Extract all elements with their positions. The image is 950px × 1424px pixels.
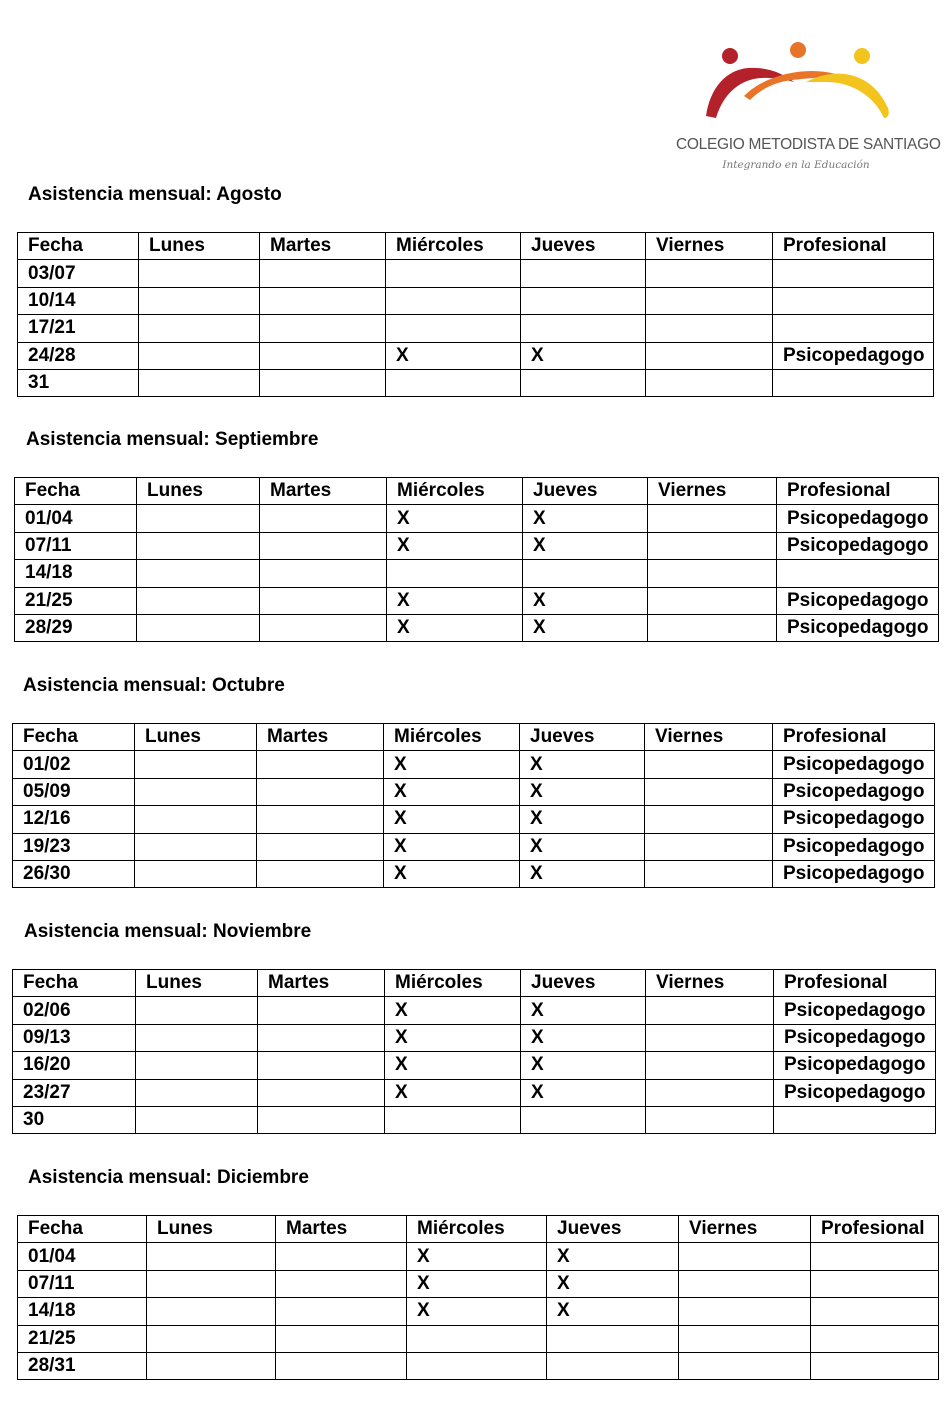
attendance-cell: X	[387, 587, 523, 614]
attendance-cell	[679, 1298, 811, 1325]
attendance-cell	[646, 997, 774, 1024]
professional-cell: Psicopedagogo	[777, 614, 939, 641]
attendance-cell: X	[547, 1270, 679, 1297]
table-row	[18, 260, 934, 287]
date-cell: 26/30	[13, 860, 135, 887]
attendance-cell	[646, 260, 773, 287]
attendance-cell: X	[387, 532, 523, 559]
date-cell: 28/29	[15, 614, 137, 641]
table-header-row	[13, 970, 936, 997]
attendance-cell	[260, 505, 387, 532]
attendance-cell	[147, 1298, 276, 1325]
table-row	[13, 806, 935, 833]
attendance-cell	[648, 587, 777, 614]
attendance-cell: X	[384, 751, 520, 778]
date-cell: 01/04	[15, 505, 137, 532]
attendance-cell: X	[407, 1298, 547, 1325]
column-header: Miércoles	[407, 1216, 547, 1243]
column-header: Viernes	[645, 724, 773, 751]
attendance-cell	[147, 1352, 276, 1379]
attendance-cell: X	[407, 1243, 547, 1270]
attendance-cell: X	[523, 505, 648, 532]
attendance-cell	[645, 778, 773, 805]
attendance-cell	[135, 778, 257, 805]
attendance-cell	[257, 833, 384, 860]
attendance-cell	[386, 260, 521, 287]
date-cell: 23/27	[13, 1079, 136, 1106]
attendance-cell	[679, 1243, 811, 1270]
professional-cell: Psicopedagogo	[773, 860, 935, 887]
month-section-noviembre	[12, 918, 936, 1134]
attendance-cell	[646, 287, 773, 314]
month-title: Asistencia mensual: Octubre	[23, 675, 285, 696]
table-row	[15, 560, 939, 587]
attendance-cell	[258, 1079, 385, 1106]
attendance-cell	[136, 1024, 258, 1051]
attendance-cell	[547, 1352, 679, 1379]
professional-cell: Psicopedagogo	[774, 997, 936, 1024]
attendance-table	[12, 969, 936, 1134]
attendance-cell	[645, 860, 773, 887]
professional-cell	[811, 1270, 939, 1297]
attendance-cell	[139, 342, 260, 369]
attendance-cell	[521, 315, 646, 342]
table-row	[13, 997, 936, 1024]
date-cell: 01/04	[18, 1243, 147, 1270]
date-cell: 14/18	[15, 560, 137, 587]
attendance-cell: X	[523, 532, 648, 559]
column-header: Profesional	[773, 233, 934, 260]
logo-figures-icon	[676, 38, 916, 138]
attendance-cell	[645, 833, 773, 860]
professional-cell: Psicopedagogo	[773, 778, 935, 805]
attendance-cell	[260, 614, 387, 641]
logo-name: COLEGIO METODISTA DE SANTIAGO	[676, 136, 941, 153]
professional-cell	[773, 315, 934, 342]
professional-cell	[811, 1243, 939, 1270]
month-title: Asistencia mensual: Agosto	[28, 184, 282, 205]
column-header: Lunes	[139, 233, 260, 260]
attendance-cell	[521, 260, 646, 287]
date-cell: 07/11	[15, 532, 137, 559]
column-header: Martes	[258, 970, 385, 997]
attendance-cell: X	[384, 806, 520, 833]
column-header: Miércoles	[385, 970, 521, 997]
attendance-cell	[386, 287, 521, 314]
attendance-cell: X	[387, 614, 523, 641]
table-header-row	[18, 1216, 939, 1243]
table-row	[13, 1106, 936, 1133]
table-row	[18, 1270, 939, 1297]
attendance-cell: X	[385, 1052, 521, 1079]
date-cell: 05/09	[13, 778, 135, 805]
date-cell: 16/20	[13, 1052, 136, 1079]
attendance-cell	[258, 997, 385, 1024]
table-row	[13, 778, 935, 805]
attendance-cell: X	[520, 751, 645, 778]
column-header: Viernes	[679, 1216, 811, 1243]
date-cell: 24/28	[18, 342, 139, 369]
table-row	[18, 315, 934, 342]
attendance-cell	[137, 532, 260, 559]
attendance-cell	[386, 315, 521, 342]
column-header: Viernes	[646, 970, 774, 997]
column-header: Jueves	[521, 970, 646, 997]
attendance-cell	[523, 560, 648, 587]
table-header-row	[18, 233, 934, 260]
date-cell: 07/11	[18, 1270, 147, 1297]
date-cell: 09/13	[13, 1024, 136, 1051]
attendance-cell	[645, 806, 773, 833]
date-cell: 28/31	[18, 1352, 147, 1379]
logo-orange-head	[790, 42, 806, 58]
column-header: Miércoles	[387, 478, 523, 505]
table-row	[13, 1024, 936, 1051]
professional-cell	[811, 1325, 939, 1352]
attendance-cell	[137, 560, 260, 587]
attendance-cell	[260, 315, 386, 342]
attendance-cell	[137, 505, 260, 532]
attendance-cell	[276, 1243, 407, 1270]
attendance-cell	[646, 315, 773, 342]
attendance-cell: X	[385, 1024, 521, 1051]
attendance-cell: X	[387, 505, 523, 532]
attendance-cell: X	[384, 778, 520, 805]
logo-yellow-head	[854, 48, 870, 64]
attendance-cell	[136, 1106, 258, 1133]
column-header: Profesional	[774, 970, 936, 997]
attendance-cell	[679, 1325, 811, 1352]
professional-cell	[773, 260, 934, 287]
attendance-cell	[136, 1052, 258, 1079]
professional-cell: Psicopedagogo	[774, 1052, 936, 1079]
column-header: Miércoles	[384, 724, 520, 751]
attendance-cell	[258, 1024, 385, 1051]
attendance-table	[14, 477, 939, 642]
column-header: Lunes	[135, 724, 257, 751]
table-row	[15, 505, 939, 532]
attendance-cell	[679, 1270, 811, 1297]
date-cell: 19/23	[13, 833, 135, 860]
month-title: Asistencia mensual: Noviembre	[24, 921, 312, 942]
column-header: Lunes	[147, 1216, 276, 1243]
attendance-cell	[646, 1052, 774, 1079]
professional-cell: Psicopedagogo	[777, 532, 939, 559]
column-header: Jueves	[521, 233, 646, 260]
attendance-cell	[648, 532, 777, 559]
table-row	[15, 532, 939, 559]
column-header: Martes	[260, 478, 387, 505]
attendance-cell: X	[384, 860, 520, 887]
attendance-cell	[137, 587, 260, 614]
professional-cell	[777, 560, 939, 587]
month-section-septiembre	[14, 426, 939, 642]
table-row	[15, 587, 939, 614]
attendance-cell	[260, 369, 386, 396]
attendance-cell: X	[384, 833, 520, 860]
attendance-cell	[139, 315, 260, 342]
attendance-cell: X	[521, 997, 646, 1024]
date-cell: 14/18	[18, 1298, 147, 1325]
table-row	[15, 614, 939, 641]
table-row	[18, 369, 934, 396]
attendance-cell	[147, 1325, 276, 1352]
column-header: Profesional	[773, 724, 935, 751]
attendance-cell	[547, 1325, 679, 1352]
column-header: Fecha	[13, 724, 135, 751]
attendance-cell	[136, 1079, 258, 1106]
attendance-cell	[139, 369, 260, 396]
attendance-cell: X	[520, 860, 645, 887]
attendance-cell	[135, 860, 257, 887]
date-cell: 03/07	[18, 260, 139, 287]
column-header: Viernes	[646, 233, 773, 260]
date-cell: 01/02	[13, 751, 135, 778]
professional-cell	[774, 1106, 936, 1133]
column-header: Profesional	[777, 478, 939, 505]
attendance-cell	[139, 260, 260, 287]
table-row	[18, 1243, 939, 1270]
attendance-cell: X	[547, 1298, 679, 1325]
attendance-cell	[646, 1024, 774, 1051]
table-row	[13, 1079, 936, 1106]
date-cell: 12/16	[13, 806, 135, 833]
attendance-cell	[139, 287, 260, 314]
professional-cell	[773, 287, 934, 314]
attendance-cell: X	[521, 1024, 646, 1051]
table-row	[18, 1352, 939, 1379]
attendance-cell: X	[385, 1079, 521, 1106]
attendance-cell: X	[523, 614, 648, 641]
attendance-cell	[136, 997, 258, 1024]
column-header: Viernes	[648, 478, 777, 505]
column-header: Profesional	[811, 1216, 939, 1243]
column-header: Fecha	[18, 1216, 147, 1243]
table-row	[18, 1298, 939, 1325]
attendance-cell	[260, 587, 387, 614]
school-logo	[676, 38, 941, 178]
attendance-cell	[260, 342, 386, 369]
attendance-cell	[147, 1243, 276, 1270]
table-header-row	[15, 478, 939, 505]
table-row	[13, 1052, 936, 1079]
professional-cell: Psicopedagogo	[773, 751, 935, 778]
column-header: Fecha	[18, 233, 139, 260]
attendance-cell	[385, 1106, 521, 1133]
attendance-cell	[646, 1106, 774, 1133]
professional-cell: Psicopedagogo	[773, 806, 935, 833]
attendance-cell: X	[547, 1243, 679, 1270]
month-section-agosto	[17, 181, 934, 397]
attendance-cell	[257, 751, 384, 778]
date-cell: 02/06	[13, 997, 136, 1024]
attendance-cell: X	[521, 342, 646, 369]
month-section-octubre	[12, 672, 935, 888]
attendance-cell	[679, 1352, 811, 1379]
attendance-cell: X	[407, 1270, 547, 1297]
column-header: Fecha	[13, 970, 136, 997]
attendance-cell	[521, 287, 646, 314]
attendance-cell	[135, 806, 257, 833]
attendance-cell: X	[386, 342, 521, 369]
attendance-cell: X	[521, 1052, 646, 1079]
professional-cell: Psicopedagogo	[774, 1024, 936, 1051]
column-header: Martes	[276, 1216, 407, 1243]
column-header: Fecha	[15, 478, 137, 505]
attendance-cell	[646, 1079, 774, 1106]
attendance-cell: X	[520, 778, 645, 805]
logo-red-head	[722, 48, 738, 64]
attendance-cell	[276, 1298, 407, 1325]
logo-tagline: Integrando en la Educación	[722, 159, 870, 171]
professional-cell: Psicopedagogo	[773, 833, 935, 860]
table-row	[18, 1325, 939, 1352]
attendance-cell	[257, 860, 384, 887]
attendance-cell	[260, 560, 387, 587]
attendance-cell: X	[520, 806, 645, 833]
attendance-cell	[646, 342, 773, 369]
professional-cell: Psicopedagogo	[777, 587, 939, 614]
attendance-cell	[407, 1352, 547, 1379]
column-header: Martes	[257, 724, 384, 751]
attendance-table	[12, 723, 935, 888]
date-cell: 21/25	[15, 587, 137, 614]
attendance-cell	[276, 1270, 407, 1297]
attendance-cell: X	[523, 587, 648, 614]
table-row	[13, 751, 935, 778]
month-section-diciembre	[17, 1164, 939, 1380]
attendance-table	[17, 1215, 939, 1380]
date-cell: 31	[18, 369, 139, 396]
attendance-cell	[135, 833, 257, 860]
professional-cell: Psicopedagogo	[773, 342, 934, 369]
table-row	[18, 287, 934, 314]
attendance-cell	[407, 1325, 547, 1352]
attendance-cell	[257, 806, 384, 833]
column-header: Miércoles	[386, 233, 521, 260]
professional-cell: Psicopedagogo	[777, 505, 939, 532]
attendance-cell	[135, 751, 257, 778]
attendance-cell	[258, 1052, 385, 1079]
attendance-cell	[276, 1325, 407, 1352]
logo-yellow-arm	[806, 74, 889, 118]
attendance-cell	[648, 614, 777, 641]
attendance-cell	[646, 369, 773, 396]
attendance-cell	[276, 1352, 407, 1379]
attendance-cell: X	[385, 997, 521, 1024]
attendance-cell: X	[520, 833, 645, 860]
attendance-cell	[258, 1106, 385, 1133]
professional-cell	[811, 1298, 939, 1325]
attendance-cell	[387, 560, 523, 587]
attendance-cell	[137, 614, 260, 641]
attendance-cell	[386, 369, 521, 396]
column-header: Martes	[260, 233, 386, 260]
date-cell: 17/21	[18, 315, 139, 342]
column-header: Lunes	[137, 478, 260, 505]
attendance-cell	[260, 287, 386, 314]
attendance-cell	[645, 751, 773, 778]
professional-cell: Psicopedagogo	[774, 1079, 936, 1106]
table-row	[13, 833, 935, 860]
table-row	[13, 860, 935, 887]
date-cell: 30	[13, 1106, 136, 1133]
attendance-cell	[648, 505, 777, 532]
attendance-cell: X	[521, 1079, 646, 1106]
column-header: Lunes	[136, 970, 258, 997]
month-title: Asistencia mensual: Diciembre	[28, 1167, 309, 1188]
attendance-cell	[260, 532, 387, 559]
attendance-cell	[521, 1106, 646, 1133]
attendance-cell	[521, 369, 646, 396]
date-cell: 10/14	[18, 287, 139, 314]
column-header: Jueves	[520, 724, 645, 751]
professional-cell	[811, 1352, 939, 1379]
table-header-row	[13, 724, 935, 751]
date-cell: 21/25	[18, 1325, 147, 1352]
attendance-cell	[257, 778, 384, 805]
attendance-cell	[147, 1270, 276, 1297]
professional-cell	[773, 369, 934, 396]
attendance-cell	[648, 560, 777, 587]
column-header: Jueves	[547, 1216, 679, 1243]
month-title: Asistencia mensual: Septiembre	[26, 429, 319, 450]
column-header: Jueves	[523, 478, 648, 505]
attendance-table	[17, 232, 934, 397]
table-row	[18, 342, 934, 369]
attendance-cell	[260, 260, 386, 287]
